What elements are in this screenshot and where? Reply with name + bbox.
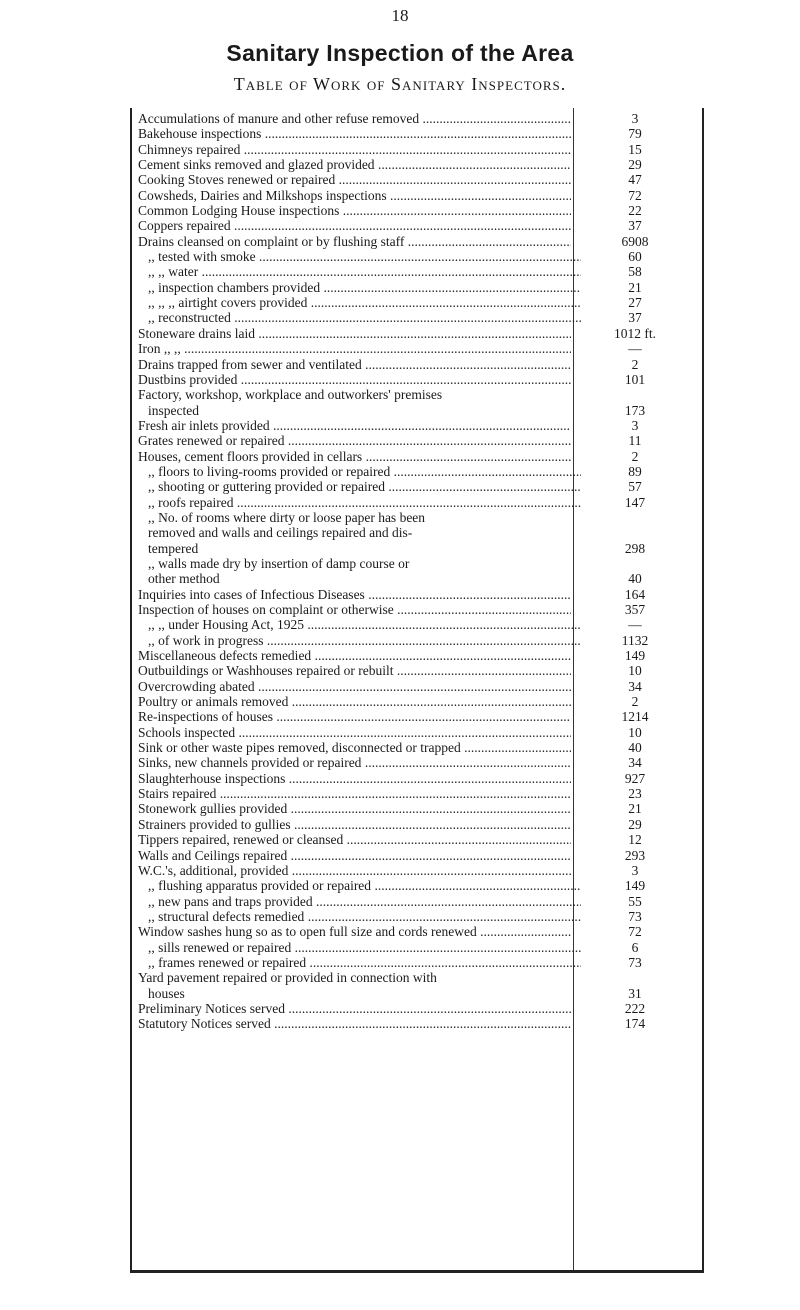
table-row — [138, 633, 696, 648]
row-label: Schools inspected ..... — [138, 725, 571, 740]
row-value: 55 — [628, 893, 642, 909]
row-value: 101 — [624, 371, 646, 387]
row-value: 79 — [628, 126, 642, 142]
table-row — [138, 510, 696, 525]
table-row — [138, 341, 696, 356]
row-label: ,, walls made dry by insertion of damp course or — [148, 555, 410, 571]
row-label: Dustbins provided ..... — [138, 372, 571, 387]
row-label: ,, roofs repaired ..... — [138, 495, 581, 510]
row-value: 23 — [628, 786, 642, 802]
row-label: ,, structural defects remedied ..... — [138, 909, 581, 924]
row-label: Iron ,, ,, ..... — [138, 341, 571, 356]
row-value: 1012 ft. — [614, 325, 656, 341]
row-label: Tippers repaired, renewed or cleansed ..... — [138, 832, 571, 847]
row-label: ,, ,, under Housing Act, 1925 ..... — [138, 617, 581, 632]
row-label: Accumulations of manure and other refuse removed ..... — [138, 111, 571, 126]
row-label: Drains cleansed on complaint or by flushing staff ..... — [138, 234, 571, 249]
row-value: 149 — [624, 878, 646, 894]
row-value: 29 — [628, 816, 642, 832]
work-table — [130, 108, 704, 1273]
table-row — [138, 878, 696, 893]
table-row — [138, 863, 696, 878]
row-label: Bakehouse inspections ..... — [138, 126, 571, 141]
row-label: Fresh air inlets provided ..... — [138, 418, 571, 433]
row-value: 10 — [628, 724, 642, 740]
row-label: Stonework gullies provided ..... — [138, 801, 571, 816]
row-value: 2 — [631, 694, 639, 710]
table-row — [138, 801, 696, 816]
row-value: 12 — [628, 832, 642, 848]
row-label: Stoneware drains laid ..... — [138, 326, 571, 341]
row-label: ,, flushing apparatus provided or repaired ..... — [138, 878, 581, 893]
row-label: ,, sills renewed or repaired ..... — [138, 940, 581, 955]
table-row — [138, 648, 696, 663]
table-row — [138, 848, 696, 863]
table-row — [138, 372, 696, 387]
row-value: — — [628, 341, 642, 357]
row-value: 147 — [624, 494, 646, 510]
row-label: Factory, workshop, workplace and outworkers' premises — [138, 387, 443, 403]
row-label: tempered — [148, 540, 199, 556]
row-value: 34 — [628, 755, 642, 771]
row-value: 174 — [624, 1016, 646, 1032]
table-row — [138, 541, 696, 556]
table-row — [138, 786, 696, 801]
row-value: 21 — [628, 279, 642, 295]
table-row — [138, 310, 696, 325]
row-value: 927 — [624, 770, 646, 786]
table-row — [138, 203, 696, 218]
row-value: 72 — [628, 187, 642, 203]
table-row — [138, 771, 696, 786]
row-value: 173 — [624, 402, 646, 418]
row-value: 149 — [624, 648, 646, 664]
row-value: 6908 — [621, 233, 649, 249]
row-value: 22 — [628, 203, 642, 219]
table-row — [138, 924, 696, 939]
row-value: 34 — [628, 678, 642, 694]
row-label: ,, floors to living-rooms provided or repaired ..... — [138, 464, 581, 479]
row-value: 11 — [628, 433, 642, 449]
table-row — [138, 679, 696, 694]
row-value: 1132 — [621, 632, 649, 648]
table-row — [138, 986, 696, 1001]
row-label: ,, of work in progress ..... — [138, 633, 581, 648]
row-label: ,, frames renewed or repaired ..... — [138, 955, 581, 970]
row-value: 57 — [628, 479, 642, 495]
table-row — [138, 387, 696, 402]
row-label: ,, reconstructed ..... — [138, 310, 581, 325]
table-row — [138, 940, 696, 955]
row-label: Poultry or animals removed ..... — [138, 694, 571, 709]
row-value: 293 — [624, 847, 646, 863]
row-label: ,, ,, water ..... — [138, 264, 581, 279]
row-label: Grates renewed or repaired ..... — [138, 433, 571, 448]
row-label: Inquiries into cases of Infectious Diseases ..... — [138, 587, 571, 602]
table-row — [138, 602, 696, 617]
row-value: 37 — [628, 310, 642, 326]
table-row — [138, 357, 696, 372]
row-label: Outbuildings or Washhouses repaired or rebuilt ..... — [138, 663, 571, 678]
table-rows — [138, 111, 696, 1032]
table-row — [138, 709, 696, 724]
row-label: Miscellaneous defects remedied ..... — [138, 648, 571, 663]
table-row — [138, 295, 696, 310]
row-label: Walls and Ceilings repaired ..... — [138, 848, 571, 863]
page-number: 18 — [391, 6, 409, 25]
row-label: Stairs repaired ..... — [138, 786, 571, 801]
table-row — [138, 218, 696, 233]
table-row — [138, 418, 696, 433]
table-row — [138, 740, 696, 755]
table-row — [138, 449, 696, 464]
table-row — [138, 126, 696, 141]
row-label: ,, tested with smoke ..... — [138, 249, 581, 264]
table-subtitle: Table of Work of Sanitary Inspectors. — [233, 74, 567, 94]
row-value: 31 — [628, 985, 642, 1001]
row-label: Chimneys repaired ..... — [138, 142, 571, 157]
table-row — [138, 142, 696, 157]
row-label: removed and walls and ceilings repaired and dis- — [148, 525, 413, 541]
row-value: 89 — [628, 463, 642, 479]
table-row — [138, 326, 696, 341]
row-label: houses — [148, 985, 185, 1001]
row-label: ,, shooting or guttering provided or repaired ..... — [138, 479, 581, 494]
row-value: 10 — [628, 663, 642, 679]
row-label: Window sashes hung so as to open full size and cords renewed ..... — [138, 924, 571, 939]
row-value: 27 — [628, 295, 642, 311]
row-label: Re-inspections of houses ..... — [138, 709, 571, 724]
row-value: 73 — [628, 908, 642, 924]
table-row — [138, 249, 696, 264]
row-label: other method — [148, 571, 220, 587]
table-row — [138, 556, 696, 571]
table-row — [138, 587, 696, 602]
table-row — [138, 403, 696, 418]
row-value: 58 — [628, 264, 642, 280]
row-value: 164 — [624, 586, 646, 602]
row-value: 15 — [628, 141, 642, 157]
row-label: Houses, cement floors provided in cellars ..... — [138, 449, 571, 464]
table-row — [138, 970, 696, 985]
table-row — [138, 909, 696, 924]
row-value: 3 — [631, 862, 639, 878]
table-row — [138, 955, 696, 970]
row-label: Cowsheds, Dairies and Milkshops inspections ..... — [138, 188, 571, 203]
table-row — [138, 694, 696, 709]
row-label: ,, No. of rooms where dirty or loose paper has been — [148, 509, 426, 525]
row-value: 47 — [628, 172, 642, 188]
table-row — [138, 172, 696, 187]
row-value: 6 — [631, 939, 639, 955]
row-value: 298 — [624, 540, 646, 556]
row-value: 21 — [628, 801, 642, 817]
table-row — [138, 464, 696, 479]
row-value: 2 — [631, 448, 639, 464]
row-value: 3 — [631, 111, 639, 126]
row-label: Overcrowding abated ..... — [138, 679, 571, 694]
row-value: 29 — [628, 157, 642, 173]
row-label: Preliminary Notices served ..... — [138, 1001, 571, 1016]
row-label: Sink or other waste pipes removed, disconnected or trapped ..... — [138, 740, 571, 755]
row-label: Strainers provided to gullies ..... — [138, 817, 571, 832]
table-row — [138, 817, 696, 832]
table-row — [138, 663, 696, 678]
row-label: Statutory Notices served ..... — [138, 1016, 571, 1031]
table-row — [138, 479, 696, 494]
table-row — [138, 617, 696, 632]
table-row — [138, 111, 696, 126]
row-label: ,, inspection chambers provided ..... — [138, 280, 581, 295]
row-value: 3 — [631, 417, 639, 433]
table-row — [138, 157, 696, 172]
row-label: inspected — [148, 402, 199, 418]
row-label: Coppers repaired ..... — [138, 218, 571, 233]
table-row — [138, 832, 696, 847]
table-row — [138, 280, 696, 295]
table-row — [138, 188, 696, 203]
row-value: 60 — [628, 249, 642, 265]
row-label: Inspection of houses on complaint or otherwise ..... — [138, 602, 571, 617]
row-label: ,, ,, ,, airtight covers provided ..... — [138, 295, 581, 310]
table-row — [138, 433, 696, 448]
row-label: Slaughterhouse inspections ..... — [138, 771, 571, 786]
row-value: — — [628, 617, 642, 633]
row-value: 2 — [631, 356, 639, 372]
table-row — [138, 755, 696, 770]
row-label: Cement sinks removed and glazed provided ..... — [138, 157, 571, 172]
row-label: Cooking Stoves renewed or repaired ..... — [138, 172, 571, 187]
page-title: Sanitary Inspection of the Area — [226, 40, 574, 66]
table-row — [138, 1001, 696, 1016]
row-label: Yard pavement repaired or provided in connection with — [138, 970, 437, 986]
table-row — [138, 495, 696, 510]
row-value: 357 — [624, 602, 646, 617]
table-row — [138, 234, 696, 249]
row-value: 1214 — [621, 709, 649, 725]
table-row — [138, 264, 696, 279]
row-label: Common Lodging House inspections ..... — [138, 203, 571, 218]
row-label: Sinks, new channels provided or repaired ..... — [138, 755, 571, 770]
table-row — [138, 1016, 696, 1031]
row-value: 37 — [628, 218, 642, 234]
row-value: 73 — [628, 954, 642, 970]
row-value: 222 — [624, 1000, 646, 1016]
row-value: 72 — [628, 924, 642, 940]
table-row — [138, 725, 696, 740]
table-row — [138, 894, 696, 909]
row-label: Drains trapped from sewer and ventilated ..... — [138, 357, 571, 372]
row-value: 40 — [628, 571, 642, 587]
table-row — [138, 571, 696, 586]
row-label: ,, new pans and traps provided ..... — [138, 894, 581, 909]
row-label: W.C.'s, additional, provided ..... — [138, 863, 571, 878]
table-row — [138, 525, 696, 540]
row-value: 40 — [628, 740, 642, 756]
